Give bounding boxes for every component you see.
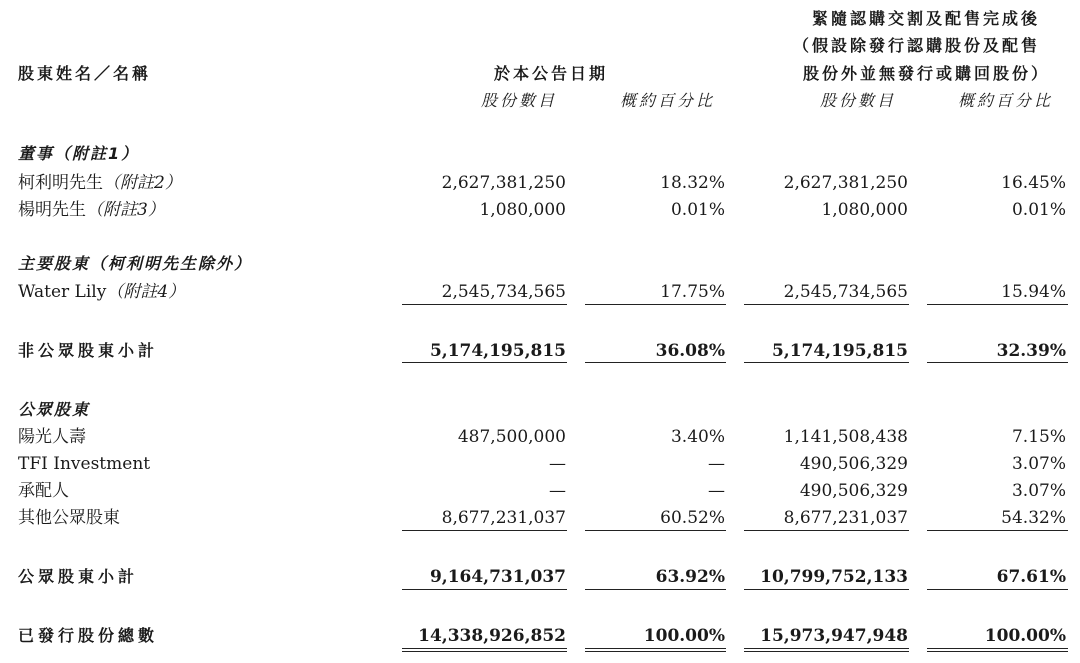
substantial-section-title: 主要股東（柯利明先生除外） [18, 254, 253, 273]
percent-after: 67.61% [996, 567, 1066, 587]
shares-after: 490,506,329 [799, 481, 908, 501]
percent-after: 3.07% [1011, 481, 1066, 501]
underline [744, 530, 909, 531]
underline [585, 304, 726, 305]
directors-section-title: 董事（附註1） [18, 144, 140, 163]
percent-subheader-2: 概約百分比 [958, 91, 1054, 110]
non-public-subtotal-label: 非公眾股東小計 [18, 341, 159, 360]
as-at-date-header: 於本公告日期 [494, 64, 609, 83]
underline [927, 304, 1068, 305]
shares-current: 9,164,731,037 [429, 567, 566, 587]
percent-after: 3.07% [1011, 454, 1066, 474]
shares-after: 1,141,508,438 [783, 427, 908, 447]
percent-after: 32.39% [996, 341, 1066, 361]
shareholder-name: Water Lily [18, 282, 107, 302]
name-column-header: 股東姓名／名稱 [18, 64, 152, 83]
underline [402, 362, 567, 363]
double-underline [744, 648, 909, 652]
underline [744, 589, 909, 590]
percent-current: 17.75% [660, 282, 725, 302]
shares-after: 5,174,195,815 [771, 341, 908, 361]
percent-current: 18.32% [660, 173, 725, 193]
note-ref: （附註2） [103, 173, 182, 193]
double-underline [402, 648, 567, 652]
percent-current: 60.52% [660, 508, 725, 528]
percent-current: 0.01% [670, 200, 725, 220]
percent-current: 63.92% [655, 567, 725, 587]
percent-after: 7.15% [1011, 427, 1066, 447]
shareholder-name: 承配人 [18, 481, 69, 501]
public-subtotal-label: 公眾股東小計 [18, 567, 139, 586]
note-ref: （附註4） [106, 282, 186, 302]
shares-after: 8,677,231,037 [783, 508, 908, 528]
underline [402, 589, 567, 590]
shares-current: — [549, 454, 566, 474]
public-section-title: 公眾股東 [18, 400, 91, 419]
percent-after: 15.94% [1001, 282, 1066, 302]
underline [744, 362, 909, 363]
shares-current: 487,500,000 [457, 427, 566, 447]
total-label: 已發行股份總數 [18, 626, 159, 645]
shares-current: 8,677,231,037 [441, 508, 566, 528]
underline [927, 362, 1068, 363]
percent-after: 100.00% [984, 626, 1066, 646]
shareholder-name: 陽光人壽 [18, 427, 86, 447]
underline [927, 530, 1068, 531]
underline [744, 304, 909, 305]
percent-subheader-1: 概約百分比 [620, 91, 716, 110]
shares-after: 2,627,381,250 [783, 173, 908, 193]
percent-current: 36.08% [655, 341, 725, 361]
note-ref: （附註3） [86, 200, 165, 220]
shareholder-name: 楊明先生 [18, 200, 86, 220]
percent-current: 3.40% [670, 427, 725, 447]
after-completion-header-line2: （假設除發行認購股份及配售 [792, 36, 1040, 55]
shares-subheader-1: 股份數目 [481, 91, 558, 110]
percent-after: 16.45% [1001, 173, 1066, 193]
percent-current: — [708, 481, 725, 501]
underline [585, 530, 726, 531]
shares-current: 2,545,734,565 [441, 282, 566, 302]
shareholder-name: 其他公眾股東 [18, 508, 120, 528]
shares-current: — [549, 481, 566, 501]
underline [927, 589, 1068, 590]
percent-current: — [708, 454, 725, 474]
shares-subheader-2: 股份數目 [820, 91, 897, 110]
shares-current: 5,174,195,815 [429, 341, 566, 361]
after-completion-header-line1: 緊隨認購交割及配售完成後 [811, 9, 1040, 28]
after-completion-header-line3: 股份外並無發行或購回股份） [802, 64, 1050, 83]
shareholder-name: TFI Investment [18, 454, 151, 474]
shares-after: 15,973,947,948 [760, 626, 908, 646]
percent-current: 100.00% [643, 626, 725, 646]
underline [585, 362, 726, 363]
shares-current: 2,627,381,250 [441, 173, 566, 193]
percent-after: 0.01% [1011, 200, 1066, 220]
underline [402, 304, 567, 305]
underline [402, 530, 567, 531]
double-underline [927, 648, 1068, 652]
percent-after: 54.32% [1001, 508, 1066, 528]
shares-after: 1,080,000 [821, 200, 908, 220]
shares-after: 10,799,752,133 [760, 567, 908, 587]
shareholder-name: 柯利明先生 [18, 173, 103, 193]
underline [585, 589, 726, 590]
shares-after: 490,506,329 [799, 454, 908, 474]
shares-current: 1,080,000 [479, 200, 566, 220]
double-underline [585, 648, 726, 652]
shares-current: 14,338,926,852 [418, 626, 566, 646]
shares-after: 2,545,734,565 [783, 282, 908, 302]
